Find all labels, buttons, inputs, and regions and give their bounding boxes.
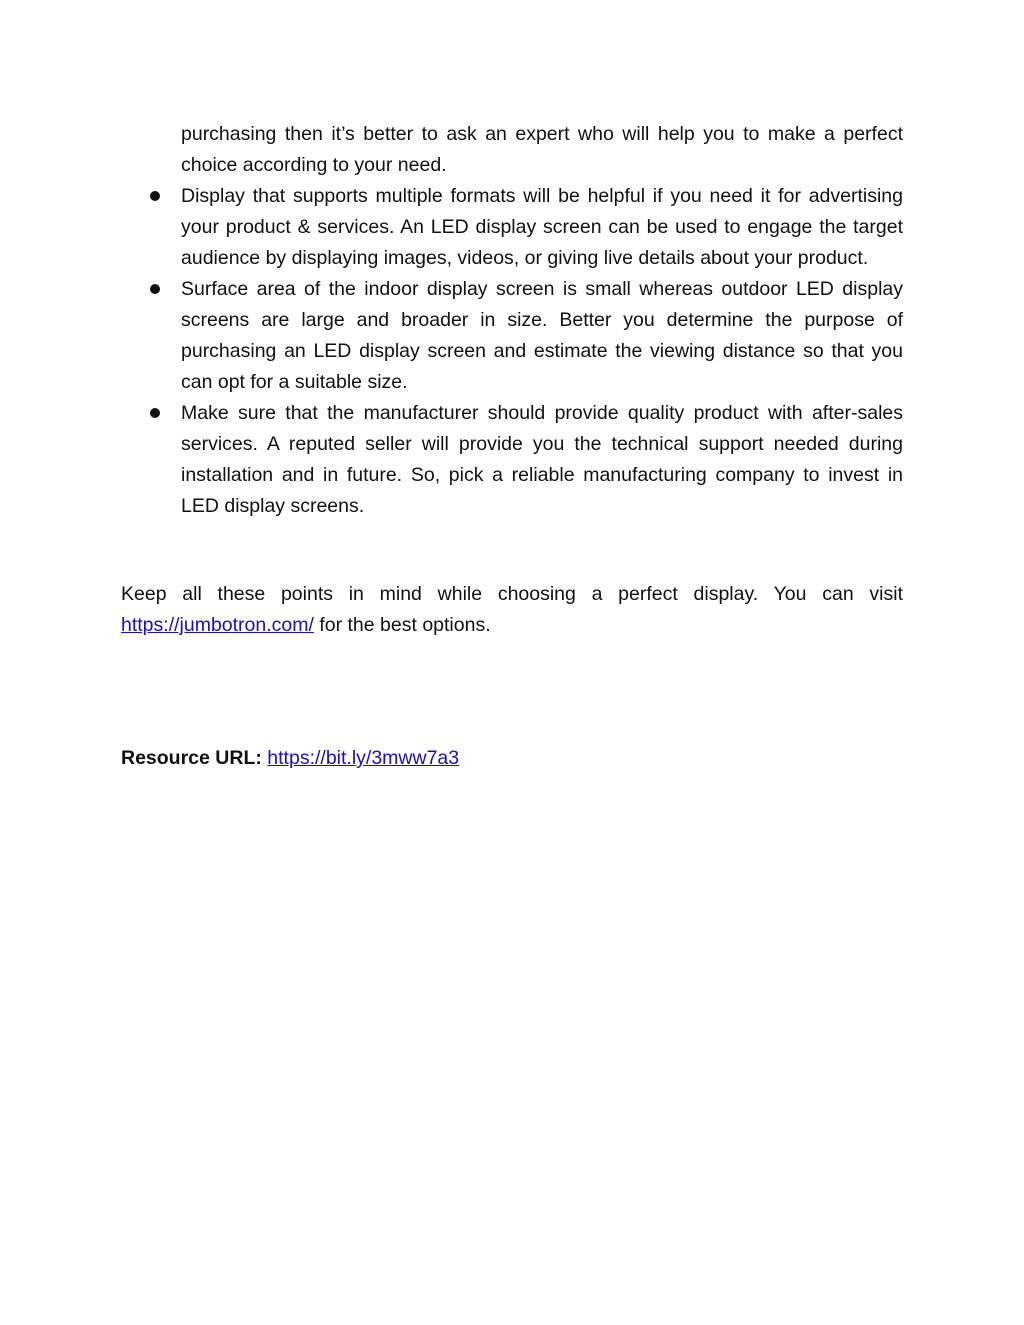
intro-continuation-paragraph: purchasing then it’s better to ask an expert who will help you to make a perfect choice according to your need. [181, 123, 903, 176]
jumbotron-link[interactable]: https://jumbotron.com/ [121, 614, 314, 636]
resource-link[interactable]: https://bit.ly/3mww7a3 [267, 747, 460, 769]
bullet-icon [150, 408, 160, 418]
bullet-text: Surface area of the indoor display screen is small whereas outdoor LED display screens are large and broader in size. Better you determine the purpose of purchasing an LED display screen and estimate the viewing distance so that you can opt for a suitable size. [181, 278, 903, 393]
bullet-icon [150, 284, 160, 294]
bullet-text: Display that supports multiple formats will be helpful if you need it for advertising your product & services. An LED display screen can be used to engage the target audience by displaying images, videos, or giving live details about your product. [181, 185, 903, 269]
closing-text-after: for the best options. [313, 614, 491, 636]
bullet-item-surface-area [181, 274, 903, 398]
bullet-item-formats [181, 181, 903, 274]
document-body [121, 119, 903, 774]
resource-label: Resource URL: [121, 747, 262, 769]
resource-line [121, 743, 903, 774]
bullet-list [121, 181, 903, 522]
bullet-icon [150, 191, 160, 201]
bullet-text: Make sure that the manufacturer should provide quality product with after-sales services. A reputed seller will provide you the technical support needed during installation and in future. So, pick a reliable manufacturing company to invest in LED display screens. [181, 402, 903, 517]
closing-paragraph [121, 579, 903, 641]
bullet-item-manufacturer [181, 398, 903, 522]
closing-text-before: Keep all these points in mind while choosing a perfect display. You can visit [121, 583, 903, 605]
